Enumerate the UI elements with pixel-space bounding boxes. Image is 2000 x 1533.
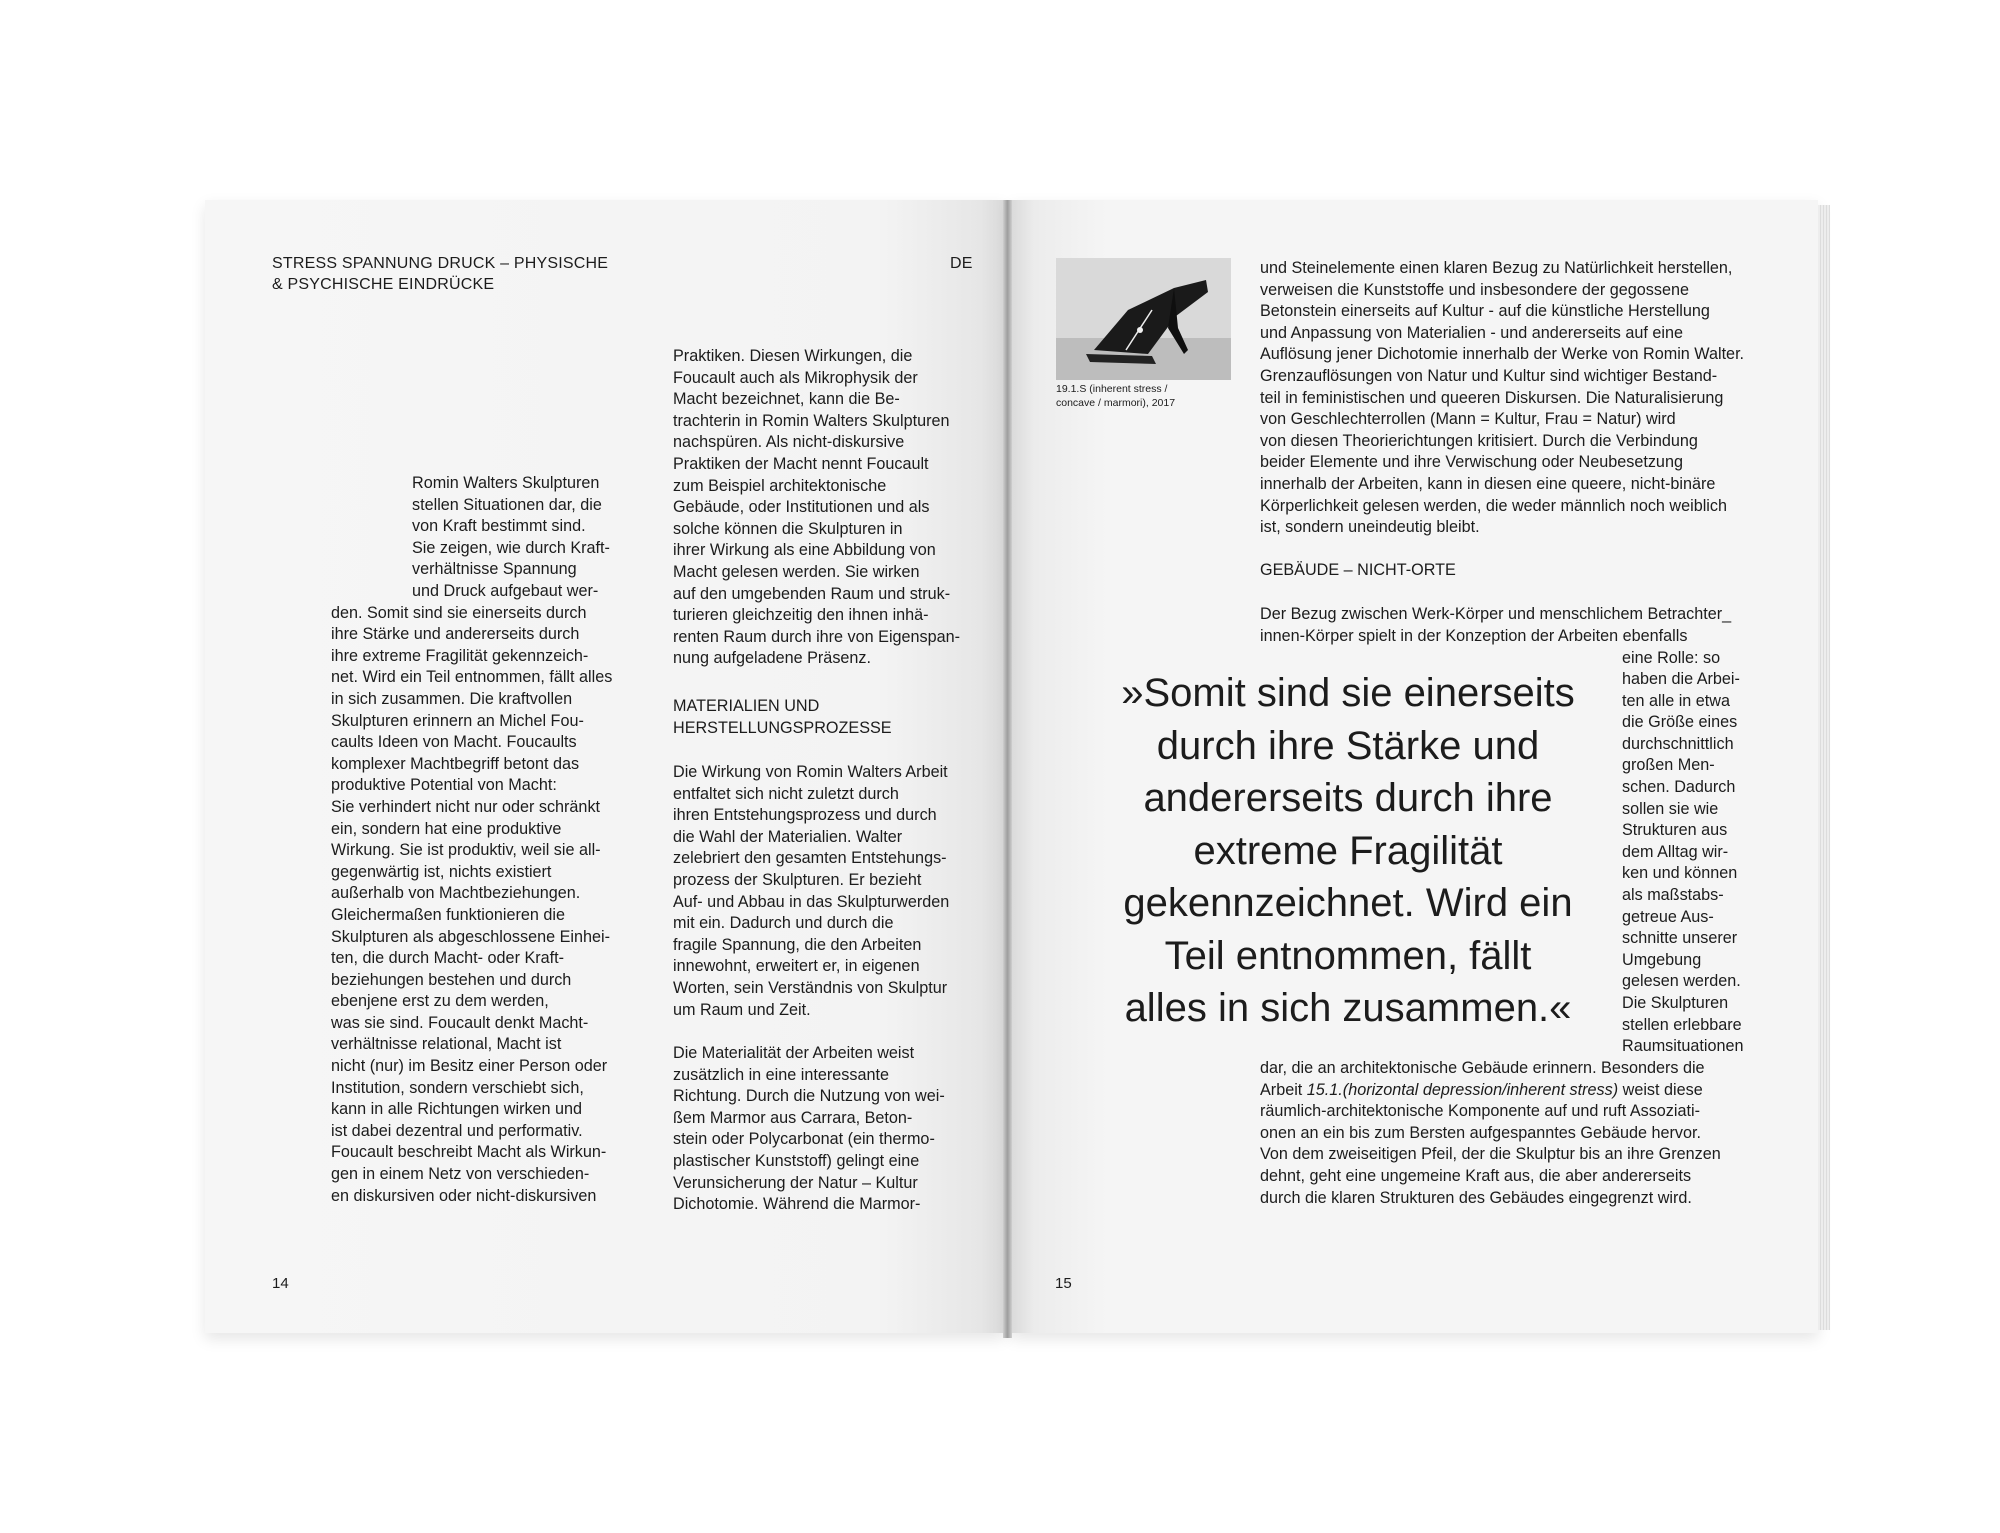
page-edges [1818, 205, 1830, 1330]
text-line: ßem Marmor aus Carrara, Beton- [673, 1108, 913, 1127]
text-line: Wirkung. Sie ist produktiv, weil sie all- [331, 841, 601, 860]
running-head-line: STRESS SPANNUNG DRUCK – PHYSISCHE [272, 255, 609, 272]
book-gutter [1003, 200, 1012, 1338]
text-line: entfaltet sich nicht zuletzt durch [673, 784, 899, 803]
text-line: eine Rolle: so [1622, 648, 1721, 667]
running-head-line: & PSYCHISCHE EINDRÜCKE [272, 276, 495, 293]
text-line: komplexer Machtbegriff betont das [331, 754, 580, 773]
text-line: gegenwärtig ist, nichts existiert [331, 862, 552, 881]
caption-line: 19.1.S (inherent stress / [1056, 383, 1168, 395]
text-line: onen an ein bis zum Bersten aufgespanntes Gebäude hervor. [1260, 1123, 1701, 1142]
text-line: stein oder Polycarbonat (ein thermo- [673, 1130, 935, 1149]
text-line: getreue Aus- [1622, 907, 1714, 926]
right-para-2-tail [1260, 1058, 1721, 1209]
text-line: ihre Stärke und andererseits durch [331, 625, 580, 644]
text-line: Gebäude, oder Institutionen und als [673, 498, 930, 517]
left-column-2-para-1 [673, 346, 960, 670]
text-line: innewohnt, erweitert er, in eigenen [673, 957, 920, 976]
artwork-title: 15.1.(horizontal depression/inherent stress) [1306, 1080, 1619, 1099]
text-line: haben die Arbei- [1622, 670, 1740, 689]
text-line: turieren gleichzeitig den ihnen inhä- [673, 606, 929, 625]
text-line: Die Skulpturen [1622, 994, 1729, 1012]
text-line: trachterin in Romin Walters Skulpturen [673, 411, 950, 430]
text-line: Grenzauflösungen von Natur und Kultur sind wichtiger Bestand- [1260, 366, 1718, 385]
pull-quote-line: extreme Fragilität [1193, 828, 1503, 873]
text-line: mit ein. Dadurch und durch die [673, 914, 894, 933]
text-line: dar, die an architektonische Gebäude erinnern. Besonders die [1260, 1059, 1705, 1077]
text-line: net. Wird ein Teil entnommen, fällt alles [331, 668, 613, 687]
text-line: fragile Spannung, die den Arbeiten [673, 935, 922, 954]
text-line: die Wahl der Materialien. Walter [673, 827, 903, 846]
text-line: Foucault beschreibt Macht als Wirkun- [331, 1143, 607, 1162]
text-line: nachspüren. Als nicht-diskursive [673, 433, 905, 452]
text-line: und Druck aufgebaut wer- [412, 581, 599, 600]
text-line: um Raum und Zeit. [673, 1000, 811, 1019]
text-line: Worten, sein Verständnis von Skulptur [673, 978, 948, 997]
pull-quote [1098, 667, 1598, 1035]
text-line: caults Ideen von Macht. Foucaults [331, 733, 577, 752]
text-line: außerhalb von Machtbeziehungen. [331, 884, 581, 903]
text-line: renten Raum durch ihre von Eigenspan- [673, 627, 961, 646]
text-line: en diskursiven oder nicht-diskursiven [331, 1186, 597, 1205]
left-column-1 [331, 603, 612, 1208]
text-line: Praktiken. Diesen Wirkungen, die [673, 347, 913, 365]
pull-quote-line: durch ihre Stärke und [1156, 723, 1540, 768]
running-head [272, 253, 608, 295]
text-line: von Geschlechterrollen (Mann = Kultur, Frau = Natur) wird [1260, 410, 1676, 429]
text-line: räumlich-architektonische Komponente auf und ruft Assoziati- [1260, 1102, 1700, 1121]
text-line: ten, die durch Macht- oder Kraft- [331, 949, 565, 968]
text-line: was sie sind. Foucault denkt Macht- [331, 1013, 589, 1032]
text-line: Macht bezeichnet, kann die Be- [673, 390, 900, 409]
right-para-1 [1260, 258, 1744, 539]
text-line: prozess der Skulpturen. Er bezieht [673, 870, 922, 889]
text-line: Macht gelesen werden. Sie wirken [673, 562, 920, 581]
text-line: Romin Walters Skulpturen [412, 474, 600, 492]
text-line: Die Materialität der Arbeiten weist [673, 1044, 915, 1062]
right-para-2-wide [1260, 604, 1731, 647]
text-line: Sie zeigen, wie durch Kraft- [412, 538, 610, 557]
text-line: Foucault auch als Mikrophysik der [673, 368, 918, 387]
text-line: schen. Dadurch [1622, 778, 1736, 797]
text-line: Skulpturen als abgeschlossene Einhei- [331, 927, 610, 946]
text-line: ten alle in etwa [1622, 691, 1730, 710]
language-tag: DE [950, 255, 973, 272]
text-line: durch die klaren Strukturen des Gebäudes eingegrenzt wird. [1260, 1188, 1692, 1207]
text-line: Gleichermaßen funktionieren die [331, 905, 565, 924]
text-line: von Kraft bestimmt sind. [412, 517, 586, 536]
text-line: gelesen werden. [1622, 972, 1741, 991]
text-line: Richtung. Durch die Nutzung von wei- [673, 1087, 945, 1106]
text-line: beider Elemente und ihre Verwischung oder Neubesetzung [1260, 453, 1683, 472]
text-line: ihren Entstehungsprozess und durch [673, 806, 937, 825]
text-line: Körperlichkeit gelesen werden, die weder männlich noch weiblich [1260, 496, 1727, 515]
text-line: teil in feministischen und queeren Diskursen. Die Naturalisierung [1260, 388, 1724, 407]
text-line: ihrer Wirkung als eine Abbildung von [673, 541, 936, 560]
text-line: ist dabei dezentral und performativ. [331, 1121, 583, 1140]
text-line: zum Beispiel architektonische [673, 476, 887, 495]
text-line: zelebriert den gesamten Entstehungs- [673, 849, 947, 868]
text-line: die Größe eines [1622, 713, 1738, 732]
right-para-2-narrow [1622, 648, 1743, 1058]
text-line: verhältnisse Spannung [412, 560, 577, 579]
text-line: Verunsicherung der Natur – Kultur [673, 1173, 918, 1192]
text-line: durchschnittlich [1622, 734, 1734, 753]
text-line: schnitte unserer [1622, 929, 1738, 948]
text-line: großen Men- [1622, 756, 1715, 775]
left-column-1-indent [412, 473, 610, 603]
caption-line: concave / marmori), 2017 [1056, 397, 1176, 409]
text-line: Strukturen aus [1622, 821, 1728, 840]
heading-line: MATERIALIEN UND [673, 697, 820, 715]
text-line: beziehungen bestehen und durch [331, 970, 572, 989]
page-number-left: 14 [272, 1275, 289, 1292]
page-number-right: 15 [1055, 1275, 1072, 1292]
text-line: Praktiken der Macht nennt Foucault [673, 454, 929, 473]
text-line: Der Bezug zwischen Werk-Körper und menschlichem Betrachter_ [1260, 605, 1732, 623]
text-line: verhältnisse relational, Macht ist [331, 1035, 562, 1054]
pull-quote-line: gekennzeichnet. Wird ein [1123, 881, 1573, 925]
text-line: den. Somit sind sie einerseits durch [331, 603, 587, 622]
text-line: solche können die Skulpturen in [673, 519, 903, 538]
pull-quote-line: Teil entnommen, fällt [1164, 933, 1532, 978]
text-line: Betonstein einerseits auf Kultur - auf die künstliche Herstellung [1260, 302, 1710, 321]
text-line: in sich zusammen. Die kraftvollen [331, 689, 573, 708]
text-line: verweisen die Kunststoffe und insbesondere der gegossene [1260, 280, 1689, 299]
text-line: von diesen Theorierichtungen kritisiert. Durch die Verbindung [1260, 431, 1698, 450]
text-span: Arbeit [1260, 1080, 1307, 1099]
pull-quote-line: alles in sich zusammen.« [1124, 986, 1572, 1030]
section-heading-materials [673, 696, 892, 739]
sculpture-photo [1056, 258, 1231, 380]
heading-line: HERSTELLUNGSPROZESSE [673, 718, 892, 737]
text-line: als maßstabs- [1622, 886, 1724, 905]
sculpture-image [1056, 258, 1231, 380]
text-line: Skulpturen erinnern an Michel Fou- [331, 711, 584, 730]
text-line: innen-Körper spielt in der Konzeption der Arbeiten ebenfalls [1260, 626, 1688, 645]
text-line: stellen Situationen dar, die [412, 495, 602, 514]
text-line: Auflösung jener Dichotomie innerhalb der Werke von Romin Walter. [1260, 345, 1745, 364]
text-line: plastischer Kunststoff) gelingt eine [673, 1151, 920, 1170]
left-column-2-para-3 [673, 1043, 945, 1216]
text-line: Institution, sondern verschiebt sich, [331, 1078, 584, 1097]
text-line: gen in einem Netz von verschieden- [331, 1165, 590, 1184]
text-line: nicht (nur) im Besitz einer Person oder [331, 1057, 608, 1076]
text-line: Umgebung [1622, 950, 1702, 969]
text-line: auf den umgebenden Raum und struk- [673, 584, 951, 603]
pull-quote-line: andererseits durch ihre [1143, 776, 1553, 820]
text-line: zusätzlich in eine interessante [673, 1065, 889, 1084]
pull-quote-line: »Somit sind sie einerseits [1121, 671, 1575, 715]
text-line: Von dem zweiseitigen Pfeil, der die Skulptur bis an ihre Grenzen [1260, 1145, 1721, 1164]
text-line: ist, sondern uneindeutig bleibt. [1260, 518, 1480, 537]
text-line [1260, 1080, 1721, 1102]
photo-caption [1056, 382, 1175, 410]
text-line: Die Wirkung von Romin Walters Arbeit [673, 763, 948, 781]
text-line: ebenjene erst zu dem werden, [331, 992, 549, 1011]
text-line: kann in alle Richtungen wirken und [331, 1100, 583, 1119]
text-line: Sie verhindert nicht nur oder schränkt [331, 797, 601, 816]
text-line: Auf- und Abbau in das Skulpturwerden [673, 892, 950, 911]
text-span: weist diese [1618, 1080, 1703, 1099]
text-line: Raumsituationen [1622, 1037, 1744, 1056]
text-line: und Anpassung von Materialien - und andererseits auf eine [1260, 323, 1683, 342]
text-line: stellen erlebbare [1622, 1015, 1742, 1034]
text-line: nung aufgeladene Präsenz. [673, 649, 872, 668]
text-line: dem Alltag wir- [1622, 842, 1729, 861]
text-line: innerhalb der Arbeiten, kann in diesen eine queere, nicht-binäre [1260, 474, 1716, 493]
section-heading-buildings: GEBÄUDE – NICHT-ORTE [1260, 561, 1456, 579]
text-line: Dichotomie. Während die Marmor- [673, 1195, 921, 1214]
text-line: sollen sie wie [1622, 799, 1719, 818]
text-line: ein, sondern hat eine produktive [331, 819, 562, 838]
text-line: ken und können [1622, 864, 1738, 883]
left-column-2-para-2 [673, 762, 949, 1021]
text-line: ihre extreme Fragilität gekennzeich- [331, 646, 589, 665]
text-line: und Steinelemente einen klaren Bezug zu Natürlichkeit herstellen, [1260, 259, 1733, 277]
text-line: dehnt, geht eine ungemeine Kraft aus, die aber andererseits [1260, 1166, 1692, 1185]
text-line: produktive Potential von Macht: [331, 776, 557, 795]
